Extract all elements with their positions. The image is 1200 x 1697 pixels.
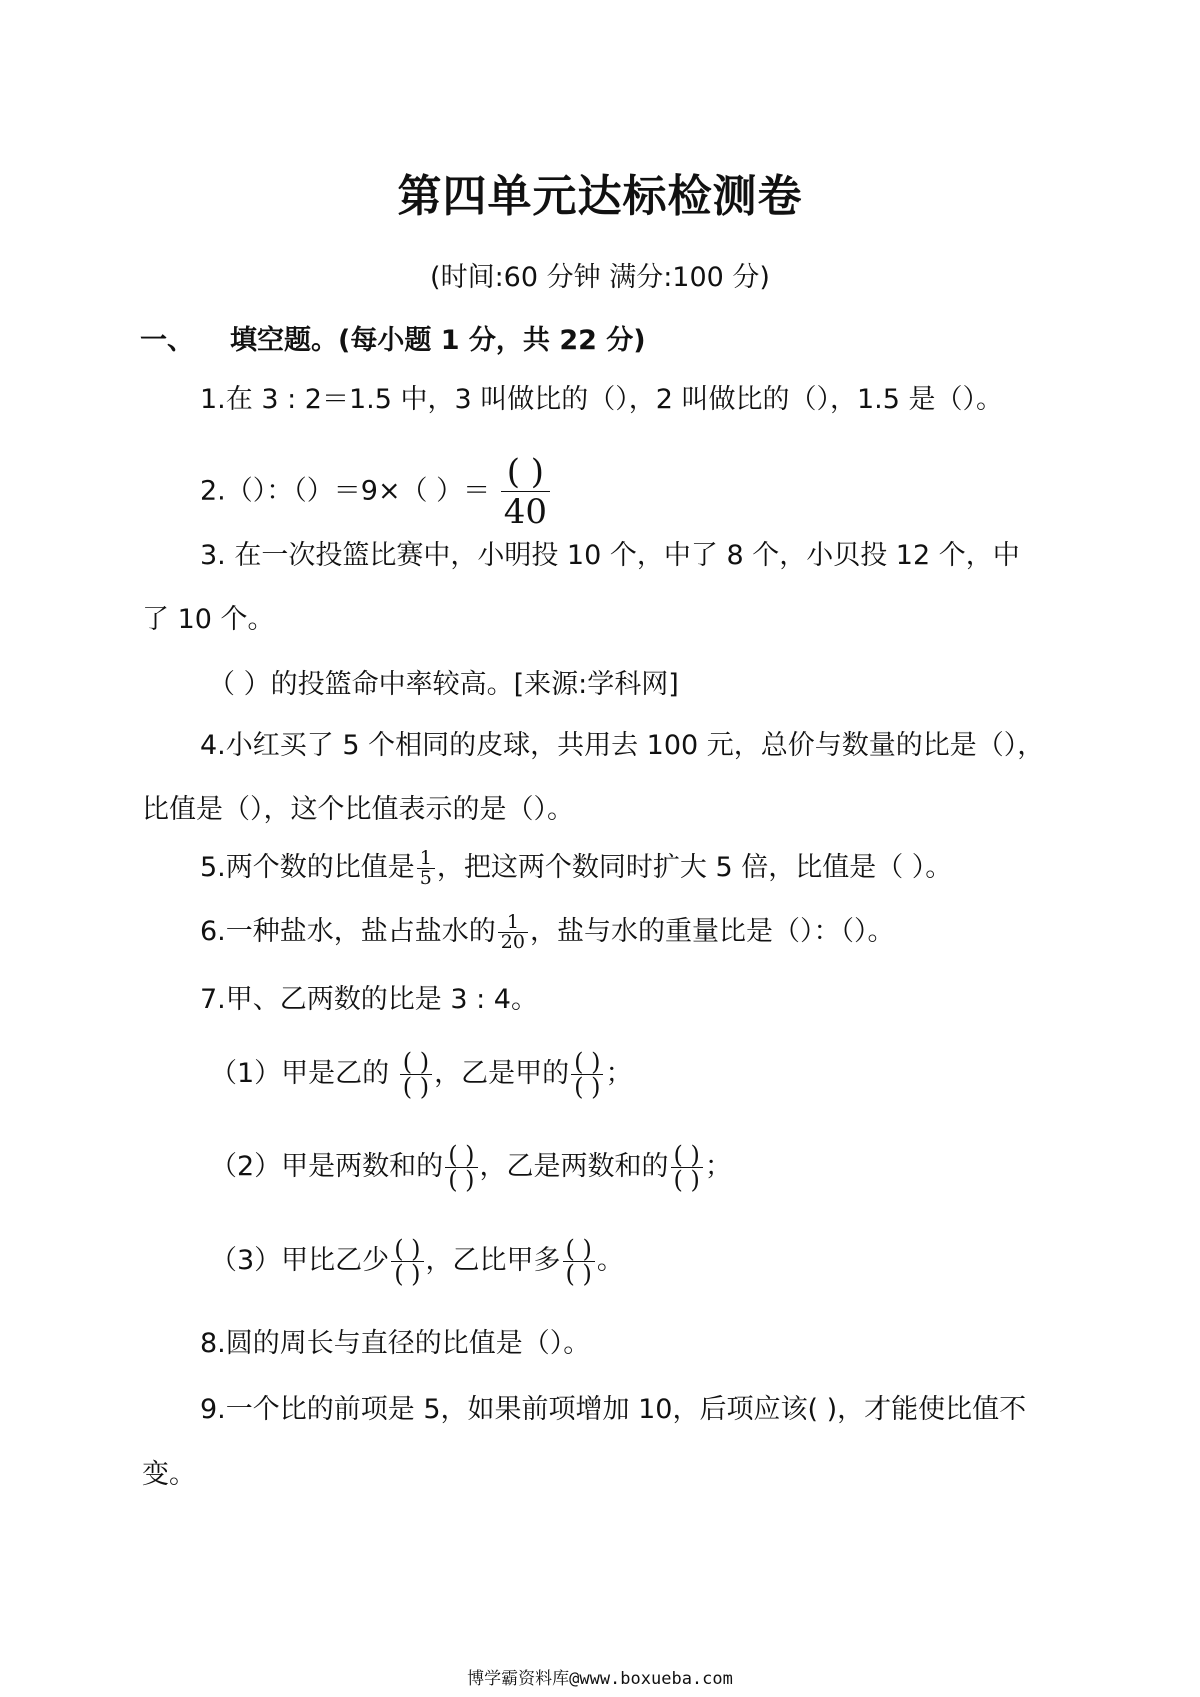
sub-3-text-a: （3）甲比乙少 bbox=[210, 1245, 390, 1276]
fraction-denominator: ( ) bbox=[394, 1260, 421, 1288]
fraction-numerator: 1 bbox=[417, 849, 435, 869]
question-6-post: ，盐与水的重量比是（）：（）。 bbox=[529, 916, 895, 947]
fraction-denominator: ( ) bbox=[673, 1166, 700, 1194]
sub-2-text-c: ； bbox=[704, 1151, 732, 1182]
question-5-post: ，把这两个数同时扩大 5 倍，比值是（ ）。 bbox=[436, 852, 953, 883]
question-1: 1.在 3 : 2＝1.5 中，3 叫做比的（），2 叫做比的（），1.5 是（）。 bbox=[200, 384, 1004, 415]
fraction-numerator: ( ) bbox=[400, 1050, 432, 1075]
fraction-denominator: ( ) bbox=[565, 1260, 592, 1288]
question-2-fraction bbox=[501, 452, 550, 532]
footer-watermark: 博学霸资料库@www.boxueba.com bbox=[467, 1669, 733, 1689]
sub-1-text-c: ； bbox=[605, 1058, 633, 1089]
fraction-numerator: ( ) bbox=[671, 1143, 703, 1168]
question-6-fraction bbox=[498, 913, 528, 952]
question-3-line-3: （ ）的投篮命中率较高。[来源:学科网] bbox=[208, 669, 679, 700]
sub-3-fraction-b bbox=[563, 1237, 595, 1286]
sub-1-fraction-a bbox=[400, 1050, 432, 1099]
fraction-denominator: 20 bbox=[500, 931, 525, 953]
fraction-numerator: ( ) bbox=[501, 455, 550, 492]
page-title: 第四单元达标检测卷 bbox=[397, 171, 803, 222]
sub-3-text-c: 。 bbox=[596, 1245, 624, 1276]
question-7-sub-2 bbox=[210, 1143, 732, 1192]
section-label: 填空题。(每小题 1 分，共 22 分) bbox=[230, 325, 646, 356]
question-8: 8.圆的周长与直径的比值是（）。 bbox=[200, 1328, 591, 1359]
fraction-denominator: ( ) bbox=[574, 1073, 601, 1101]
fraction-denominator: 5 bbox=[419, 867, 432, 889]
question-2-text: 2.（）：（）＝9×（ ）＝ bbox=[200, 475, 491, 507]
sub-3-text-b: ，乙比甲多 bbox=[425, 1245, 561, 1276]
sub-1-text-a: （1）甲是乙的 bbox=[210, 1058, 398, 1089]
sub-3-fraction-a bbox=[391, 1237, 423, 1286]
fraction-numerator: 1 bbox=[498, 913, 528, 933]
fraction-numerator: ( ) bbox=[563, 1237, 595, 1262]
question-5-pre: 5.两个数的比值是 bbox=[200, 852, 415, 883]
fraction-numerator: ( ) bbox=[445, 1143, 477, 1168]
sub-2-fraction-a bbox=[445, 1143, 477, 1192]
sub-2-fraction-b bbox=[671, 1143, 703, 1192]
question-4-line-2: 比值是（），这个比值表示的是（）。 bbox=[142, 794, 574, 825]
question-7-sub-1 bbox=[210, 1050, 632, 1099]
question-9-line-2: 变。 bbox=[142, 1459, 196, 1490]
fraction-numerator: ( ) bbox=[571, 1050, 603, 1075]
question-6 bbox=[200, 912, 894, 952]
sub-1-fraction-b bbox=[571, 1050, 603, 1099]
exam-info: (时间:60 分钟 满分:100 分) bbox=[430, 262, 770, 293]
fraction-denominator: ( ) bbox=[402, 1073, 430, 1101]
section-number: 一、 bbox=[140, 325, 194, 356]
question-4-line-1: 4.小红买了 5 个相同的皮球，共用去 100 元，总价与数量的比是（）， bbox=[200, 730, 1045, 761]
fraction-denominator: ( ) bbox=[448, 1166, 475, 1194]
question-2 bbox=[200, 452, 552, 532]
question-3-line-1: 3. 在一次投篮比赛中，小明投 10 个，中了 8 个，小贝投 12 个，中 bbox=[200, 540, 1020, 571]
question-5 bbox=[200, 848, 952, 888]
question-7-stem: 7.甲、乙两数的比是 3 : 4。 bbox=[200, 984, 538, 1015]
question-9-line-1: 9.一个比的前项是 5，如果前项增加 10，后项应该( )，才能使比值不 bbox=[200, 1394, 1027, 1425]
fraction-numerator: ( ) bbox=[391, 1237, 423, 1262]
fraction-denominator: 40 bbox=[503, 492, 548, 532]
question-6-pre: 6.一种盐水，盐占盐水的 bbox=[200, 916, 496, 947]
sub-2-text-a: （2）甲是两数和的 bbox=[210, 1151, 444, 1182]
question-3-line-2: 了 10 个。 bbox=[142, 604, 275, 635]
question-7-sub-3 bbox=[210, 1237, 624, 1286]
sub-2-text-b: ，乙是两数和的 bbox=[479, 1151, 669, 1182]
sub-1-text-b: ，乙是甲的 bbox=[434, 1058, 570, 1089]
question-5-fraction bbox=[417, 849, 435, 888]
section-heading bbox=[140, 318, 646, 357]
